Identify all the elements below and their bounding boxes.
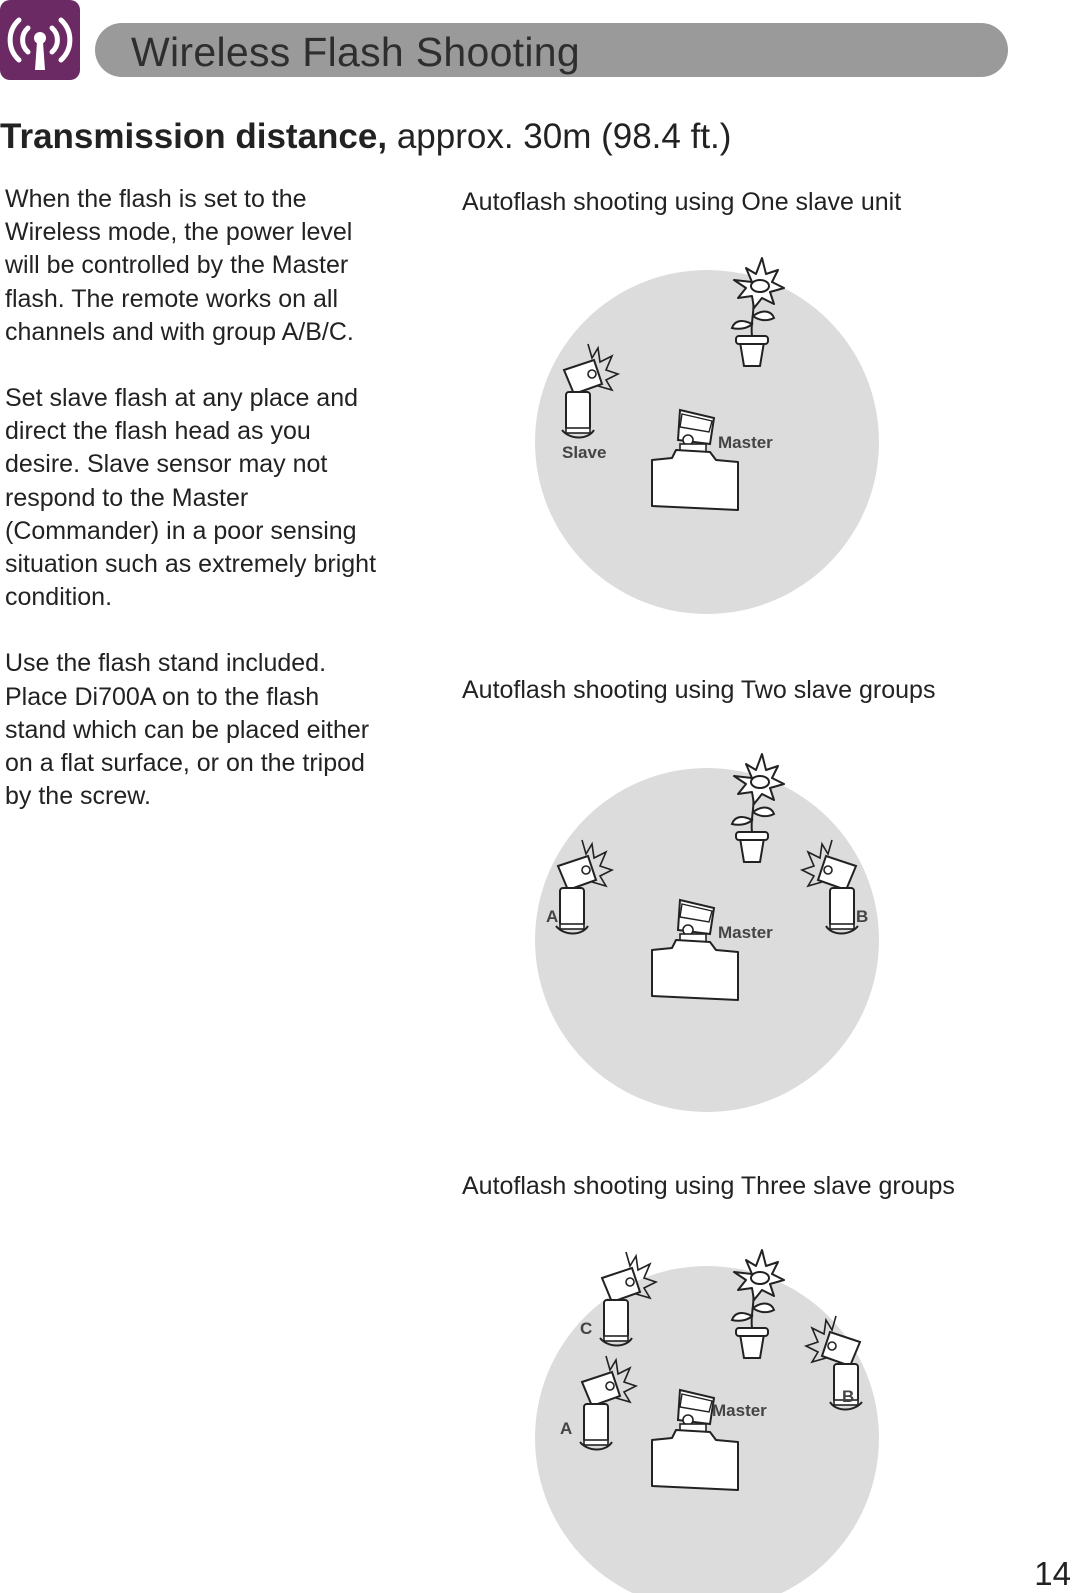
paragraph-flash-stand: Use the flash stand included. Place Di700A on to the flash stand which can be placed either on a flat surface, or on the tripod by the screw. xyxy=(5,649,370,811)
diagram-two-slave-caption: Autoflash shooting using Two slave groups xyxy=(462,676,936,704)
diagram-three-slave-caption: Autoflash shooting using Three slave groups xyxy=(462,1172,955,1200)
range-circle xyxy=(535,768,879,1112)
slave-label: Slave xyxy=(562,443,607,462)
diagram-one-slave-caption: Autoflash shooting using One slave unit xyxy=(462,188,902,216)
diagram-three-slave xyxy=(530,1206,990,1593)
diagram-two-slave xyxy=(530,712,990,1132)
group-b-label: B xyxy=(856,907,869,926)
transmission-distance-heading xyxy=(0,117,731,157)
master-label: Master xyxy=(718,433,773,452)
wireless-logo-badge xyxy=(0,0,80,80)
diagram-one-slave xyxy=(530,222,990,642)
group-c-label: C xyxy=(580,1319,593,1338)
page-number: 14 xyxy=(1034,1555,1071,1592)
paragraph-wireless-mode: When the flash is set to the Wireless mode, the power level will be controlled by the Master flash. The remote works on all channels and with group A/B/C. xyxy=(5,185,354,346)
body-text xyxy=(5,183,425,846)
wireless-signal-icon xyxy=(0,0,80,80)
title-bar xyxy=(95,23,1008,77)
subtitle-bold: Transmission distance, xyxy=(0,117,388,156)
page-title: Wireless Flash Shooting xyxy=(131,29,580,75)
master-label: Master xyxy=(718,923,773,942)
group-a-label: A xyxy=(560,1419,573,1438)
group-a-label: A xyxy=(546,907,559,926)
paragraph-slave-placement: Set slave flash at any place and direct the flash head as you desire. Slave sensor may not respond to the Master (Commander) in a poor sensing situation such as extremely bright condition. xyxy=(5,384,377,612)
group-b-label: B xyxy=(842,1387,855,1406)
subtitle-normal: approx. 30m (98.4 ft.) xyxy=(387,117,732,156)
master-label: Master xyxy=(712,1401,767,1420)
